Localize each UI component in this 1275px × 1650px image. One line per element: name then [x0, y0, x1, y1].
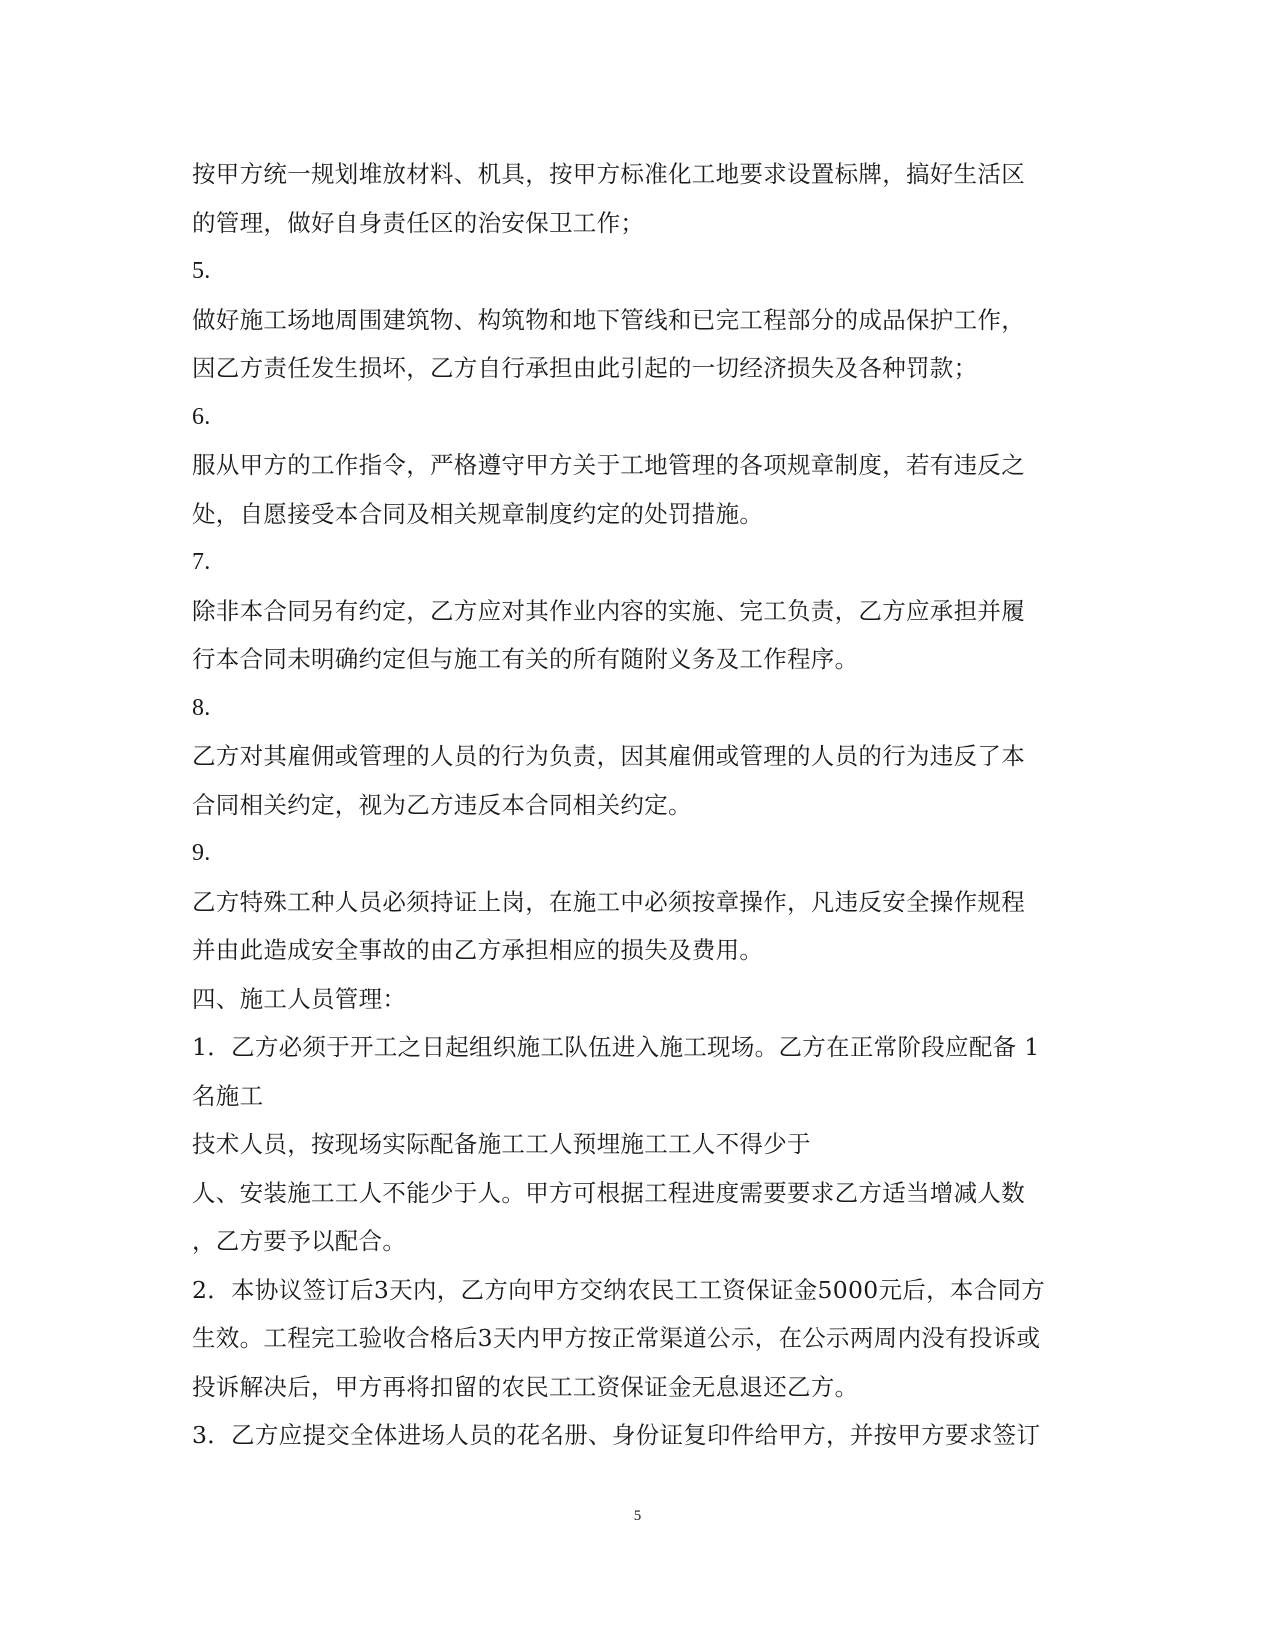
text-line: 技术人员，按现场实际配备施工工人预埋施工工人不得少于 [192, 1130, 811, 1158]
section-heading: 四、施工人员管理： [192, 984, 407, 1013]
text-line: 1．乙方必须于开工之日起组织施工队伍进入施工现场。乙方在正常阶段应配备 1 [192, 1033, 1040, 1061]
text-line: 处，自愿接受本合同及相关规章制度约定的处罚措施。 [192, 499, 764, 528]
text-line: 3．乙方应提交全体进场人员的花名册、身份证复印件给甲方，并按甲方要求签订 [192, 1421, 1041, 1449]
document-body [192, 150, 1072, 1460]
item-number: 8. [192, 694, 211, 721]
page-number: 5 [633, 1508, 642, 1524]
text-line: 乙方对其雇佣或管理的人员的行为负责，因其雇佣或管理的人员的行为违反了本 [192, 742, 1025, 770]
text-line: 2．本协议签订后3天内，乙方向甲方交纳农民工工资保证金5000元后，本合同方 [192, 1275, 1046, 1304]
text-line: 的管理，做好自身责任区的治安保卫工作； [192, 208, 645, 237]
text-line: 投诉解决后，甲方再将扣留的农民工工资保证金无息退还乙方。 [192, 1372, 859, 1401]
text-line: ，乙方要予以配合。 [192, 1227, 407, 1255]
item-number: 6. [192, 403, 211, 430]
item-number: 7. [192, 549, 211, 575]
text-line: 名施工 [192, 1081, 264, 1110]
item-number: 5. [192, 258, 211, 284]
text-line: 行本合同未明确约定但与施工有关的所有随附义务及工作程序。 [192, 645, 859, 673]
text-line: 按甲方统一规划堆放材料、机具，按甲方标准化工地要求设置标牌，搞好生活区 [192, 160, 1025, 188]
text-line: 生效。工程完工验收合格后3天内甲方按正常渠道公示，在公示两周内没有投诉或 [192, 1324, 1041, 1352]
text-line: 乙方特殊工种人员必须持证上岗，在施工中必须按章操作，凡违反安全操作规程 [192, 887, 1025, 916]
text-line: 服从甲方的工作指令，严格遵守甲方关于工地管理的各项规章制度，若有违反之 [192, 451, 1025, 479]
item-number: 9. [192, 840, 211, 866]
text-line: 并由此造成安全事故的由乙方承担相应的损失及费用。 [192, 936, 764, 964]
text-line: 人、安装施工工人不能少于人。甲方可根据工程进度需要要求乙方适当增减人数 [192, 1178, 1025, 1207]
text-line: 因乙方责任发生损坏，乙方自行承担由此引起的一切经济损失及各种罚款； [192, 354, 978, 382]
text-line: 除非本合同另有约定，乙方应对其作业内容的实施、完工负责，乙方应承担并履 [192, 596, 1025, 625]
text-line: 做好施工场地周围建筑物、构筑物和地下管线和已完工程部分的成品保护工作， [192, 305, 1025, 334]
text-line: 合同相关约定，视为乙方违反本合同相关约定。 [192, 790, 692, 819]
